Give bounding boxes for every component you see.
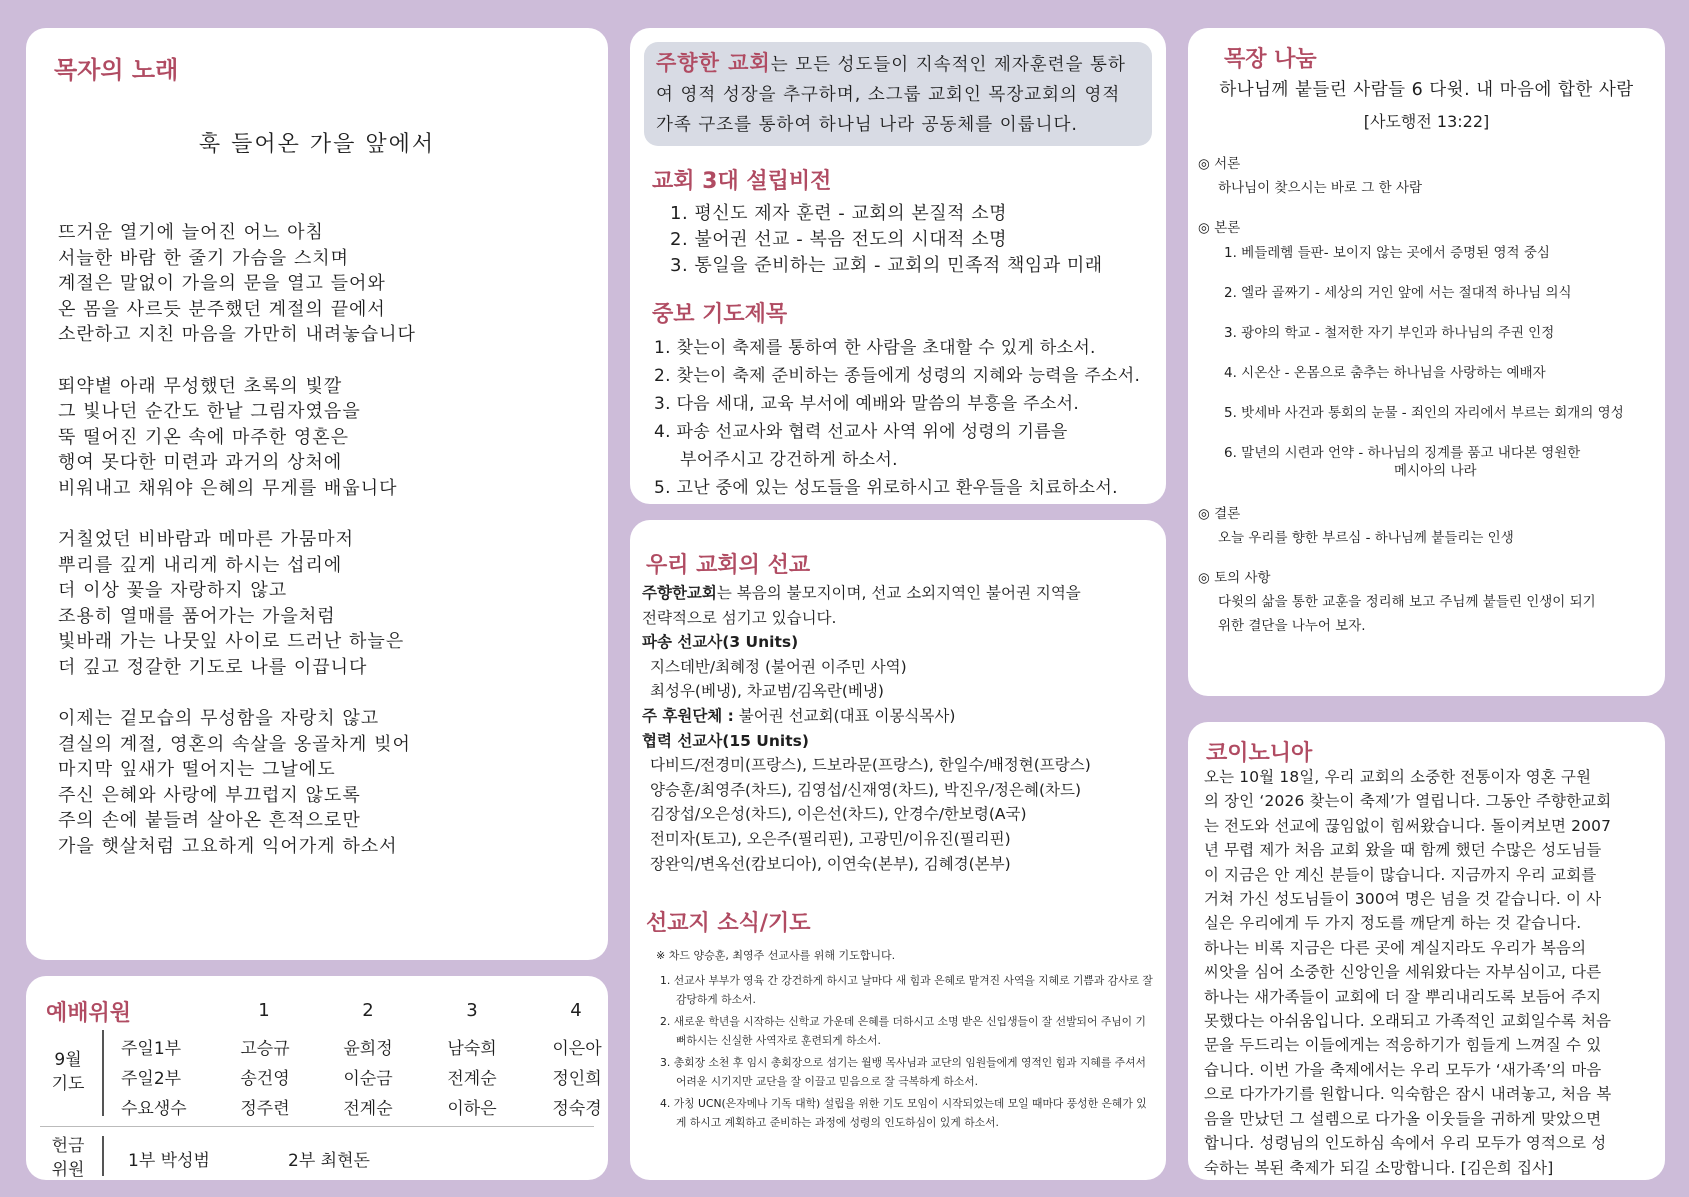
text-line: 숙하는 복된 축제가 되길 소망합니다. [김은희 집사] — [1204, 1158, 1554, 1177]
text-line: 오는 10월 18일, 우리 교회의 소중한 전통이자 영혼 구원 — [1204, 768, 1592, 786]
poem-heading: 목자의 노래 — [54, 56, 179, 84]
section-text: 다윗의 삶을 통한 교훈을 정리해 보고 주님께 붙들린 인생이 되기 — [1218, 594, 1596, 610]
poem-stanza — [54, 220, 580, 348]
poem-line: 더 깊고 정갈한 기도로 나를 이끕니다 — [58, 656, 368, 678]
poem-line: 마지막 잎새가 떨어지는 그날에도 — [58, 759, 336, 780]
list-item: 3. 총회장 소천 후 임시 총회장으로 섬기는 월뱅 목사님과 교단의 임원들에게 영적인 힘과 지혜를 주셔서 어려운 시기지만 교단을 잘 이끌고 믿음으로 잘 극복하게 하소서. — [660, 1056, 1146, 1089]
list-item: 1. 평신도 제자 훈련 - 교회의 본질적 소명 — [670, 203, 1008, 224]
intro-lead: 주향한 교회 — [656, 51, 771, 75]
list-item: 1. 찾는이 축제를 통하여 한 사람을 초대할 수 있게 하소서. — [654, 338, 1096, 358]
poem-line: 행여 못다한 미련과 과거의 상처에 — [58, 452, 343, 473]
offering-label: 헌금 위원 — [51, 1136, 85, 1180]
sermon-title: 하나님께 붙들린 사람들 6 다윗. 내 마음에 합한 사람 — [1219, 80, 1634, 100]
mission-intro: 주향한교회는 복음의 불모지이며, 선교 소외지역인 불어권 지역을 — [642, 584, 1081, 602]
vision-prayer-panel — [630, 28, 1166, 504]
poem-line: 뿌리를 깊게 내리게 하시는 섭리에 — [58, 554, 343, 576]
body-list — [1194, 244, 1659, 480]
list-item: 2. 엘라 골짜기 - 세상의 거인 앞에 서는 절대적 하나님 의식 — [1224, 285, 1572, 301]
poem-stanza — [54, 706, 580, 859]
section-heading: ◎ 결론 — [1198, 506, 1241, 522]
sponsor-line: 주 후원단체 : 불어권 선교회(대표 이몽식목사) — [642, 706, 956, 725]
text-line: 하나는 새가족들이 교회에 더 잘 뿌리내리도록 보듬어 주지 — [1204, 987, 1602, 1006]
text-line: 년 무렵 제가 처음 교회 왔을 때 함께 했던 수많은 성도님들 — [1204, 841, 1602, 860]
section-text: 오늘 우리를 향한 부르심 - 하나님께 붙들리는 인생 — [1218, 530, 1514, 546]
koinonia-body — [1204, 765, 1653, 1180]
text-line: 씨앗을 심어 소중한 신앙인을 세워왔다는 자부심이고, 다른 — [1204, 963, 1602, 982]
list-item: 1. 선교사 부부가 영육 간 강건하게 하시고 날마다 새 힘과 은혜로 맡겨진 사역을 지혜로 기쁨과 감사로 잘 감당하게 하소서. — [660, 974, 1153, 1007]
poem-line: 뚝 떨어진 기온 속에 마주한 영혼은 — [58, 426, 350, 448]
intro-text: 는 모든 성도들이 지속적인 제자훈련을 통하여 영적 성장을 추구하며, 소그룹 교회인 목장교회의 영적 가족 구조를 통하여 하나님 나라 공동체를 이룹니다. — [656, 55, 1126, 135]
row-label: 주일2부 — [121, 1069, 182, 1089]
poem-line: 결실의 계절, 영혼의 속살을 옹골차게 빚어 — [58, 733, 411, 755]
list-item: 5. 밧세바 사건과 통회의 눈물 - 죄인의 자리에서 부르는 회개의 영성 — [1224, 405, 1624, 421]
prayer-heading: 중보 기도제목 — [652, 302, 788, 327]
table-cell: 윤희정 — [343, 1039, 393, 1059]
column-header: 1 — [258, 1000, 270, 1021]
missionary-line: 양승훈/최영주(차드), 김영섭/신재영(차드), 박진우/정은혜(차드) — [650, 780, 1082, 799]
text-line: 거쳐 가신 성도님들이 300여 명은 넘을 것 같습니다. 이 사 — [1204, 890, 1602, 909]
offering-1: 1부 박성범 — [128, 1151, 210, 1171]
coop-heading: 협력 선교사(15 Units) — [642, 731, 809, 750]
mission-panel — [630, 520, 1166, 1180]
text-line: 이 지금은 안 계신 분들이 많습니다. 지금까지 우리 교회를 — [1204, 865, 1597, 884]
list-item: 6. 말년의 시련과 언약 - 하나님의 징계를 품고 내다본 영원한 — [1224, 445, 1581, 461]
table-cell: 전계순 — [447, 1069, 497, 1089]
table-cell: 남숙희 — [447, 1039, 497, 1059]
list-item-continued: 메시아의 나라 — [1394, 463, 1477, 479]
month-label: 9월 기도 — [51, 1050, 85, 1094]
list-item: 1. 베들레헴 들판- 보이지 않는 곳에서 증명된 영적 중심 — [1224, 245, 1550, 261]
poem-stanza — [54, 374, 580, 502]
poem-line: 소란하고 지친 마음을 가만히 내려놓습니다 — [58, 324, 416, 345]
mission-body — [642, 581, 1156, 876]
text-line: 는 전도와 선교에 끊임없이 힘써왔습니다. 돌이켜보면 2007 — [1204, 816, 1612, 835]
table-cell: 송건영 — [240, 1069, 290, 1089]
table-cell: 이순금 — [343, 1069, 393, 1089]
text-line: 실은 우리에게 두 가지 정도를 깨닫게 하는 것 같습니다. — [1204, 914, 1582, 933]
poem-line: 가을 햇살처럼 고요하게 익어가게 하소서 — [58, 835, 398, 857]
missionary-line: 지스데반/최혜정 (불어권 이주민 사역) — [650, 657, 907, 676]
table-cell: 고승규 — [240, 1039, 290, 1059]
text-line: 문을 두드리는 이들에게는 적응하기가 힘들게 느껴질 수 있 — [1204, 1036, 1602, 1055]
koinonia-heading: 코이노니아 — [1206, 741, 1313, 766]
poem-line: 거칠었던 비바람과 메마른 가뭄마저 — [58, 529, 354, 550]
list-item: 4. 시온산 - 온몸으로 춤추는 하나님을 사랑하는 예배자 — [1224, 365, 1546, 381]
missionary-line: 전미자(토고), 오은주(필리핀), 고광민/이유진(필리핀) — [650, 829, 1011, 848]
prayer-list — [644, 334, 1152, 502]
list-item: 3. 다음 세대, 교육 부서에 예배와 말씀의 부흥을 주소서. — [654, 394, 1080, 414]
section-text: 하나님이 찾으시는 바로 그 한 사람 — [1218, 180, 1423, 196]
mokjang-panel — [1188, 28, 1665, 696]
column-header: 3 — [466, 1000, 478, 1021]
column-header: 4 — [570, 1000, 582, 1021]
poem-line: 그 빛나던 순간도 한낱 그림자였음을 — [58, 401, 361, 422]
poem-line: 이제는 겉모습의 무성함을 자랑치 않고 — [58, 708, 380, 729]
poem-panel — [26, 28, 608, 960]
table-cell: 정숙경 — [552, 1099, 602, 1119]
vision-heading: 교회 3대 설립비전 — [652, 169, 832, 194]
poem-line: 서늘한 바람 한 줄기 가슴을 스치며 — [58, 247, 350, 269]
list-item: 3. 광야의 학교 - 철저한 자기 부인과 하나님의 주권 인정 — [1224, 325, 1555, 341]
divider — [102, 1030, 104, 1116]
poem-line: 계절은 말없이 가을의 문을 열고 들어와 — [58, 273, 386, 294]
list-item: 4. 파송 선교사와 협력 선교사 사역 위에 성령의 기름을 — [654, 422, 1068, 442]
offering-2: 2부 최현돈 — [288, 1151, 370, 1171]
worship-heading: 예배위원 — [46, 1001, 132, 1026]
poem-title: 훅 들어온 가을 앞에서 — [198, 132, 436, 157]
text-line: 하나는 비록 지금은 다른 곳에 계실지라도 우리가 복음의 — [1204, 938, 1587, 957]
section-text: 위한 결단을 나누어 보자. — [1218, 618, 1366, 634]
poem-line: 뜨거운 열기에 늘어진 어느 아침 — [58, 222, 324, 243]
poem-line: 뙤약볕 아래 무성했던 초록의 빛깔 — [58, 375, 343, 397]
missionary-line: 장완익/변옥선(캄보디아), 이연숙(본부), 김혜경(본부) — [650, 854, 1011, 873]
poem-line: 조용히 열매를 품어가는 가을처럼 — [58, 605, 336, 627]
missionary-line: 김장섭/오은성(차드), 이은선(차드), 안경수/한보령(A국) — [650, 805, 1027, 824]
poem-line: 주의 손에 붙들려 살아온 흔적으로만 — [58, 810, 361, 831]
missionary-line: 최성우(베냉), 차교범/김옥란(베냉) — [650, 682, 884, 701]
text-line: 으로 다가가기를 원합니다. 익숙함은 잠시 내려놓고, 처음 복 — [1204, 1085, 1612, 1104]
divider — [40, 1126, 594, 1127]
table-cell: 전계순 — [343, 1099, 393, 1119]
text-line: 의 장인 ‘2026 찾는이 축제’가 열립니다. 그동안 주향한교회 — [1204, 792, 1612, 811]
sent-heading: 파송 선교사(3 Units) — [642, 633, 799, 652]
poem-line: 비워내고 채워야 은혜의 무게를 배웁니다 — [58, 477, 398, 499]
text-line: 합니다. 성령님의 인도하심 속에서 우리 모두가 영적으로 성 — [1204, 1134, 1607, 1153]
mission-heading: 우리 교회의 선교 — [646, 553, 811, 578]
news-note: ※ 차드 양승훈, 최영주 선교사를 위해 기도합니다. — [656, 949, 896, 963]
list-item: 4. 가칭 UCN(은자메나 기독 대학) 설립을 위한 기도 모임이 시작되었는데 모일 때마다 풍성한 은혜가 있게 하시고 계획하고 준비하는 과정에 성령의 인도하심이 있게 하소서. — [660, 1097, 1147, 1130]
table-cell: 정인희 — [552, 1069, 602, 1089]
mission-intro-cont: 전략적으로 섬기고 있습니다. — [642, 608, 837, 627]
scripture-ref: [사도행전 13:22] — [1363, 112, 1490, 131]
poem-stanza — [54, 527, 580, 680]
poem-line: 빛바래 가는 나뭇잎 사이로 드러난 하늘은 — [58, 631, 405, 652]
table-cell: 이은아 — [552, 1039, 602, 1059]
list-item: 5. 고난 중에 있는 성도들을 위로하시고 환우들을 치료하소서. — [654, 478, 1118, 498]
column-header: 2 — [362, 1000, 374, 1021]
vision-list — [644, 201, 1152, 279]
list-item: 3. 통일을 준비하는 교회 - 교회의 민족적 책임과 미래 — [670, 255, 1103, 276]
mission-news — [642, 906, 1156, 1132]
koinonia-panel — [1188, 722, 1665, 1180]
poem-line: 더 이상 꽃을 자랑하지 않고 — [58, 580, 288, 601]
table-cell: 정주련 — [240, 1099, 290, 1119]
list-item-continued: 부어주시고 강건하게 하소서. — [680, 450, 898, 470]
divider — [102, 1136, 104, 1176]
missionary-line: 다비드/전경미(프랑스), 드보라문(프랑스), 한일수/배정현(프랑스) — [650, 756, 1091, 775]
mokjang-heading: 목장 나눔 — [1224, 47, 1317, 72]
text-line: 음을 만났던 그 설렘으로 다가올 이웃들을 귀하게 맞았으면 — [1204, 1109, 1602, 1128]
row-label: 수요생수 — [121, 1099, 187, 1119]
poem-line: 온 몸을 사르듯 분주했던 계절의 끝에서 — [58, 298, 386, 320]
worship-committee-panel — [26, 976, 608, 1180]
text-line: 습니다. 이번 가을 축제에서는 우리 모두가 ‘새가족’의 마음 — [1204, 1060, 1602, 1079]
poem-line: 주신 은혜와 사랑에 부끄럽지 않도록 — [58, 784, 361, 806]
table-cell: 이하은 — [447, 1099, 497, 1119]
section-heading: ◎ 본론 — [1198, 220, 1241, 236]
news-heading: 선교지 소식/기도 — [646, 911, 811, 937]
section-heading: ◎ 토의 사항 — [1198, 570, 1271, 586]
text-line: 못했다는 아쉬움입니다. 오래되고 가족적인 교회일수록 처음 — [1204, 1012, 1612, 1031]
list-item: 2. 찾는이 축제 준비하는 종들에게 성령의 지혜와 능력을 주소서. — [654, 366, 1141, 386]
church-intro — [644, 42, 1152, 146]
list-item: 2. 불어권 선교 - 복음 전도의 시대적 소명 — [670, 229, 1008, 250]
row-label: 주일1부 — [121, 1039, 182, 1059]
list-item: 2. 새로운 학년을 시작하는 신학교 가운데 은혜를 더하시고 소명 받은 신입생들이 잘 선발되어 주님이 기뻐하시는 신실한 사역자로 훈련되게 하소서. — [660, 1015, 1146, 1048]
section-heading: ◎ 서론 — [1198, 156, 1241, 172]
